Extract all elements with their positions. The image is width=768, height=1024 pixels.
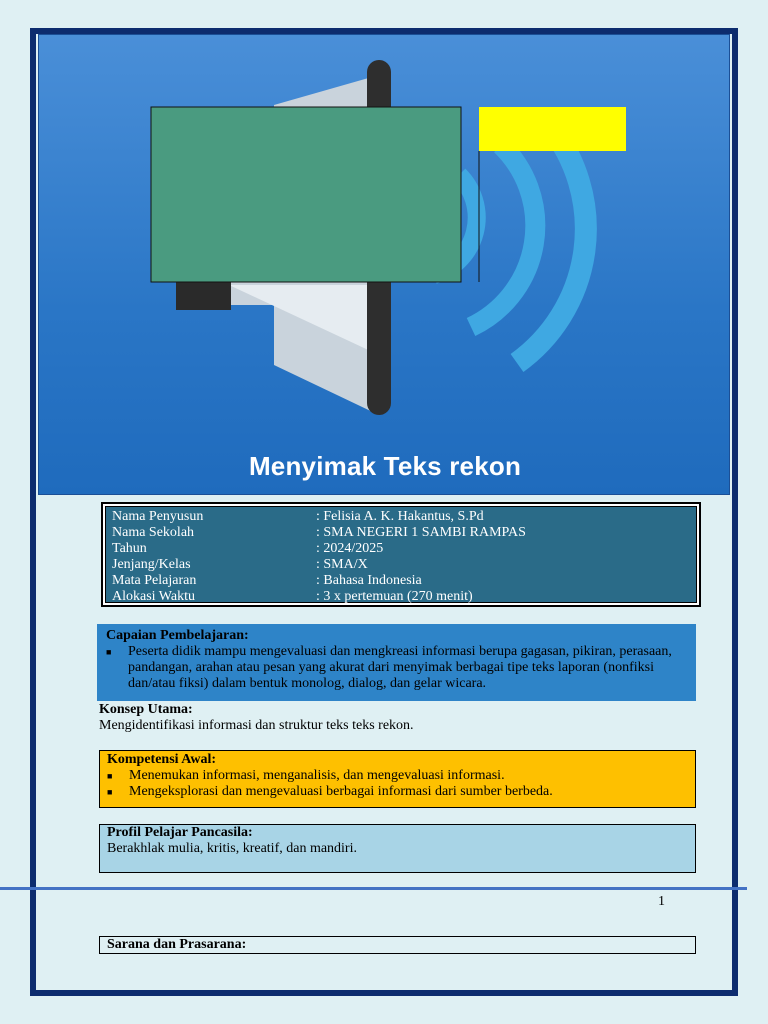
identity-table (101, 502, 701, 607)
identity-table-inner (105, 506, 697, 603)
identity-value: : 3 x pertemuan (270 menit) (316, 589, 473, 604)
bullet-icon: ■ (107, 771, 113, 781)
list-item (107, 784, 688, 800)
page-number: 1 (658, 894, 665, 909)
capaian-title: Capaian Pembelajaran: (106, 628, 249, 643)
identity-row (112, 525, 690, 541)
identity-value: : Felisia A. K. Hakantus, S.Pd (316, 509, 484, 524)
page-divider (0, 887, 747, 890)
list-item (106, 644, 687, 692)
cover-banner (38, 34, 730, 495)
kompetensi-section (99, 750, 696, 808)
identity-label: Tahun (112, 541, 147, 556)
konsep-title: Konsep Utama: (99, 702, 193, 717)
identity-value: : 2024/2025 (316, 541, 384, 556)
konsep-text: Mengidentifikasi informasi dan struktur teks teks rekon. (99, 718, 414, 733)
profil-section (99, 824, 696, 873)
kompetensi-title: Kompetensi Awal: (107, 752, 217, 767)
identity-row (112, 541, 690, 557)
cover-title: Menyimak Teks rekon (248, 451, 522, 481)
identity-value: : SMA NEGERI 1 SAMBI RAMPAS (316, 525, 526, 540)
identity-row (112, 589, 690, 605)
kompetensi-item: Menemukan informasi, menganalisis, dan mengevaluasi informasi. (129, 768, 505, 783)
identity-label: Nama Sekolah (112, 525, 195, 540)
identity-label: Mata Pelajaran (112, 573, 197, 588)
bullet-icon: ■ (107, 787, 113, 797)
konsep-section (99, 702, 699, 734)
sarana-title: Sarana dan Prasarana: (107, 937, 247, 952)
capaian-section (97, 624, 696, 701)
kompetensi-item: Mengeksplorasi dan mengevaluasi berbagai informasi dari sumber berbeda. (129, 784, 553, 799)
identity-label: Nama Penyusun (112, 509, 204, 524)
list-item (107, 768, 688, 784)
bullet-icon: ■ (106, 647, 112, 657)
identity-value: : SMA/X (316, 557, 368, 572)
sarana-section (99, 936, 696, 954)
identity-row (112, 509, 690, 525)
green-placeholder-box (151, 107, 461, 282)
identity-row (112, 557, 690, 573)
identity-row (112, 573, 690, 589)
identity-value: : Bahasa Indonesia (316, 573, 422, 588)
identity-label: Alokasi Waktu (112, 589, 195, 604)
speaker-illustration (39, 35, 730, 495)
profil-text: Berakhlak mulia, kritis, kreatif, dan mandiri. (107, 841, 357, 856)
identity-label: Jenjang/Kelas (112, 557, 191, 572)
profil-title: Profil Pelajar Pancasila: (107, 825, 253, 840)
capaian-text: Peserta didik mampu mengevaluasi dan mengkreasi informasi berupa gagasan, pikiran, perasaan, pandangan, arahan atau pesan yang akurat dari menyimak berbagai tipe teks laporan (nonfiksi dan/atau fiksi) dalam bentuk monolog, dialog, dan gelar wicara. (128, 644, 672, 691)
yellow-placeholder-box (479, 107, 626, 151)
